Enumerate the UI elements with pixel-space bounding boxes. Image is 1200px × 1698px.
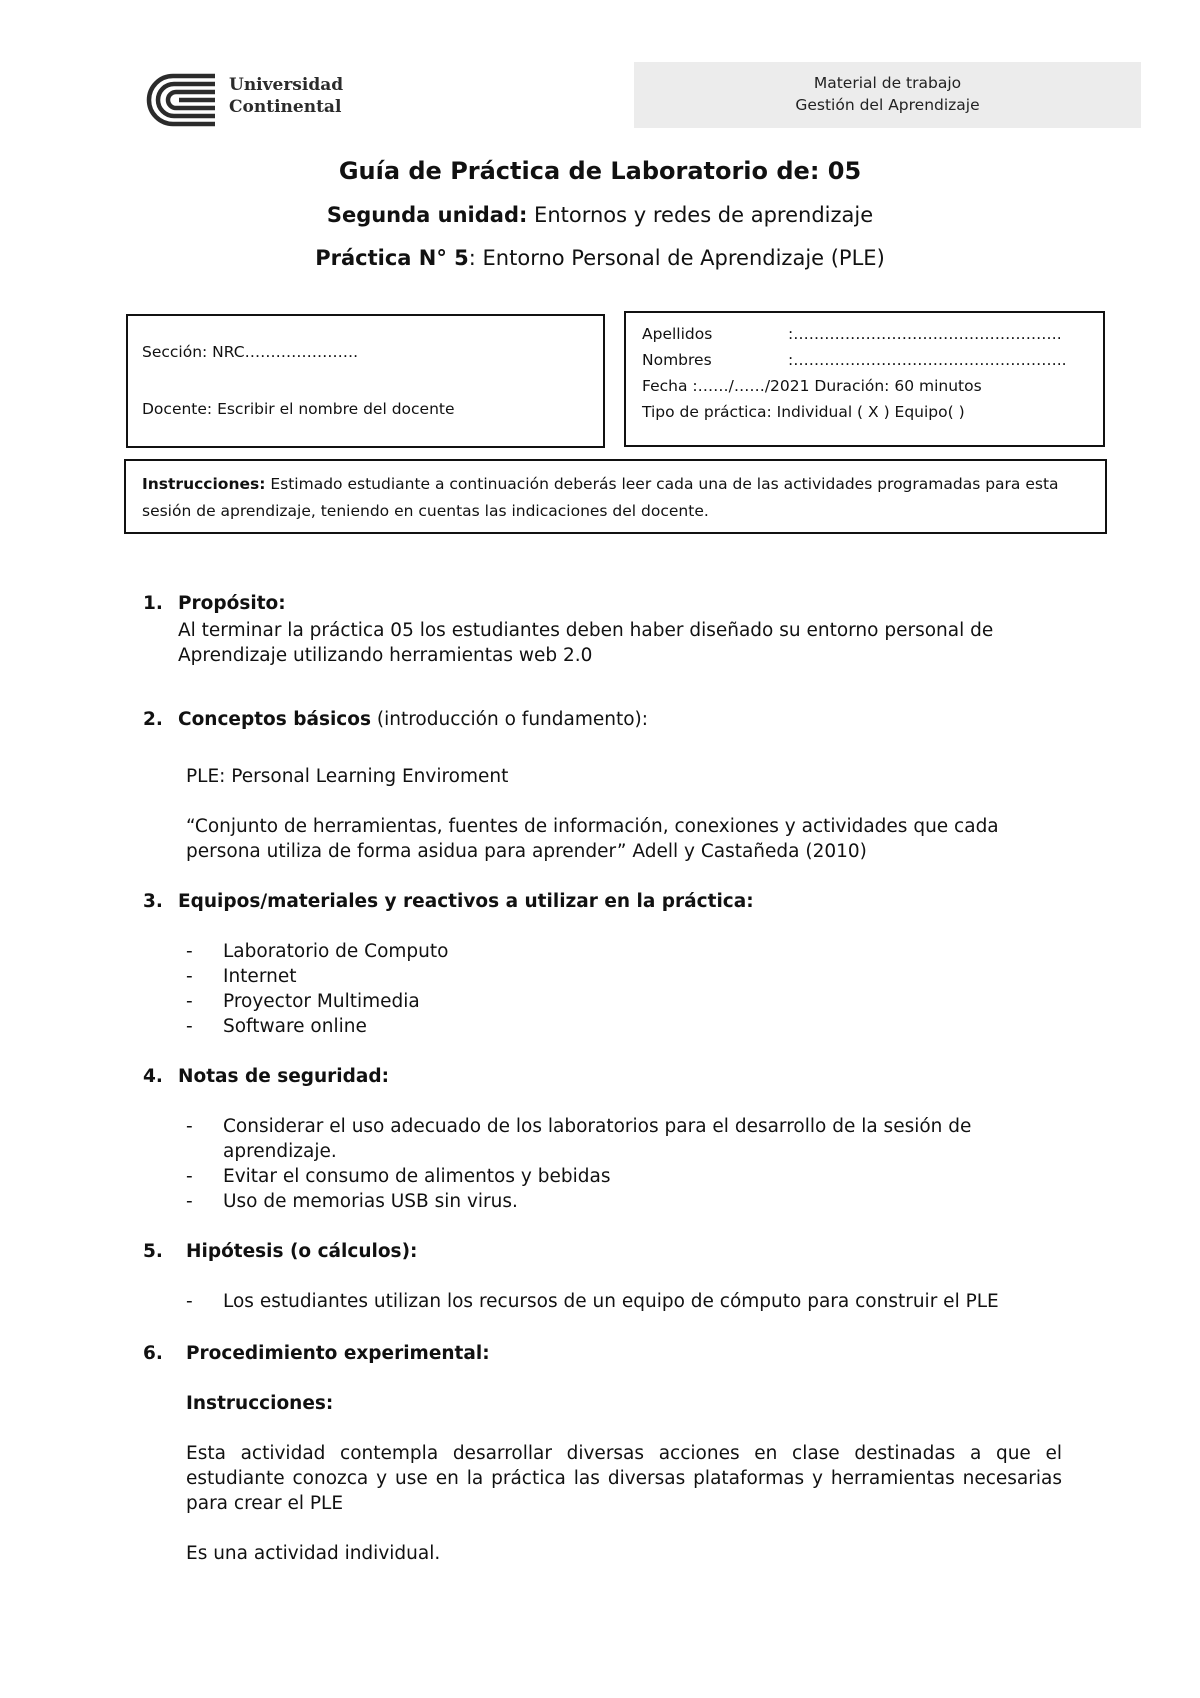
section-2-title-extra: (introducción o fundamento): xyxy=(371,709,649,730)
instructions-box xyxy=(124,459,1107,534)
ple-definition: PLE: Personal Learning Enviroment xyxy=(186,766,509,787)
instructions-label: Instrucciones: xyxy=(142,475,266,493)
section-3-number: 3. xyxy=(143,891,163,912)
material-line-1: Material de trabajo xyxy=(813,74,962,92)
university-logo xyxy=(143,70,353,130)
section-info-box xyxy=(126,314,605,448)
logo-line-1: Universidad xyxy=(229,75,344,95)
unit-value: Entornos y redes de aprendizaje xyxy=(527,203,874,227)
tipo-practica-row: Tipo de práctica: Individual ( X ) Equipo( ) xyxy=(642,403,965,421)
section-6-subtitle: Instrucciones: xyxy=(186,1393,334,1414)
materials-list xyxy=(186,939,1066,1039)
docente-field: Docente: Escribir el nombre del docente xyxy=(142,400,455,418)
apellidos-row xyxy=(642,321,1103,347)
fecha-row: Fecha :……/……/2021 Duración: 60 minutos xyxy=(642,377,982,395)
unit-label: Segunda unidad: xyxy=(326,203,528,227)
section-1-text: Al terminar la práctica 05 los estudiantes deben haber diseñado su entorno personal de Aprendizaje utilizando herramientas web 2.0 xyxy=(178,620,994,666)
safety-list xyxy=(186,1114,1066,1214)
apellidos-label: Apellidos xyxy=(642,325,713,343)
list-item: - Laboratorio de Computo xyxy=(186,941,449,962)
list-item: - Internet xyxy=(186,966,297,987)
practice-line xyxy=(0,246,1200,270)
section-1 xyxy=(178,591,1068,668)
nombres-row xyxy=(642,347,1103,373)
practice-value: : Entorno Personal de Aprendizaje (PLE) xyxy=(468,246,885,270)
apellidos-field: :……………………………………………. xyxy=(788,325,1062,343)
section-1-number: 1. xyxy=(143,593,163,614)
list-item: - Proyector Multimedia xyxy=(186,991,420,1012)
section-6-text: Esta actividad contempla desarrollar diversas acciones en clase destinadas a que el estudiante conozca y use en la práctica las diversas plataformas y herramientas necesarias para crear el PLE xyxy=(186,1443,1062,1514)
practice-label: Práctica N° 5 xyxy=(315,246,469,270)
section-4-title: Notas de seguridad: xyxy=(178,1066,390,1087)
seccion-field: Sección: NRC…………………. xyxy=(142,343,359,361)
university-logo-icon xyxy=(143,70,223,130)
instructions-text: Estimado estudiante a continuación deberás leer cada una de las actividades programadas para esta sesión de aprendizaje, teniendo en cuentas las indicaciones del docente. xyxy=(142,475,1059,520)
list-item: - Evitar el consumo de alimentos y bebidas xyxy=(186,1166,611,1187)
page-title: Guía de Práctica de Laboratorio de: 05 xyxy=(338,157,862,185)
unit-line xyxy=(0,203,1200,227)
section-2-title: Conceptos básicos xyxy=(178,709,371,730)
section-2-heading xyxy=(178,707,1068,732)
list-item: - Los estudiantes utilizan los recursos de un equipo de cómputo para construir el PLE xyxy=(186,1291,999,1312)
list-item: - Software online xyxy=(186,1016,367,1037)
nombres-label: Nombres xyxy=(642,351,712,369)
section-6-closing: Es una actividad individual. xyxy=(186,1543,441,1564)
section-6-title: Procedimiento experimental: xyxy=(186,1343,490,1364)
logo-line-2: Continental xyxy=(229,97,342,117)
logo-text xyxy=(229,74,343,118)
nombres-field: :…………………………………………….. xyxy=(788,351,1067,369)
section-6-number: 6. xyxy=(143,1343,163,1364)
section-4-number: 4. xyxy=(143,1066,163,1087)
material-line-2: Gestión del Aprendizaje xyxy=(795,96,980,114)
material-header xyxy=(634,62,1141,128)
section-5-title: Hipótesis (o cálculos): xyxy=(186,1241,418,1262)
section-5-number: 5. xyxy=(143,1241,163,1262)
section-1-title: Propósito: xyxy=(178,593,286,614)
student-info-box xyxy=(624,311,1105,447)
section-2-number: 2. xyxy=(143,709,163,730)
list-item: - Uso de memorias USB sin virus. xyxy=(186,1191,518,1212)
section-3-title: Equipos/materiales y reactivos a utilizar en la práctica: xyxy=(178,891,754,912)
list-item: - Considerar el uso adecuado de los laboratorios para el desarrollo de la sesión de aprendizaje. xyxy=(186,1116,972,1162)
ple-quote: “Conjunto de herramientas, fuentes de información, conexiones y actividades que cada persona utiliza de forma asidua para aprender” Adell y Castañeda (2010) xyxy=(186,816,999,862)
hypothesis-list xyxy=(186,1289,1066,1314)
